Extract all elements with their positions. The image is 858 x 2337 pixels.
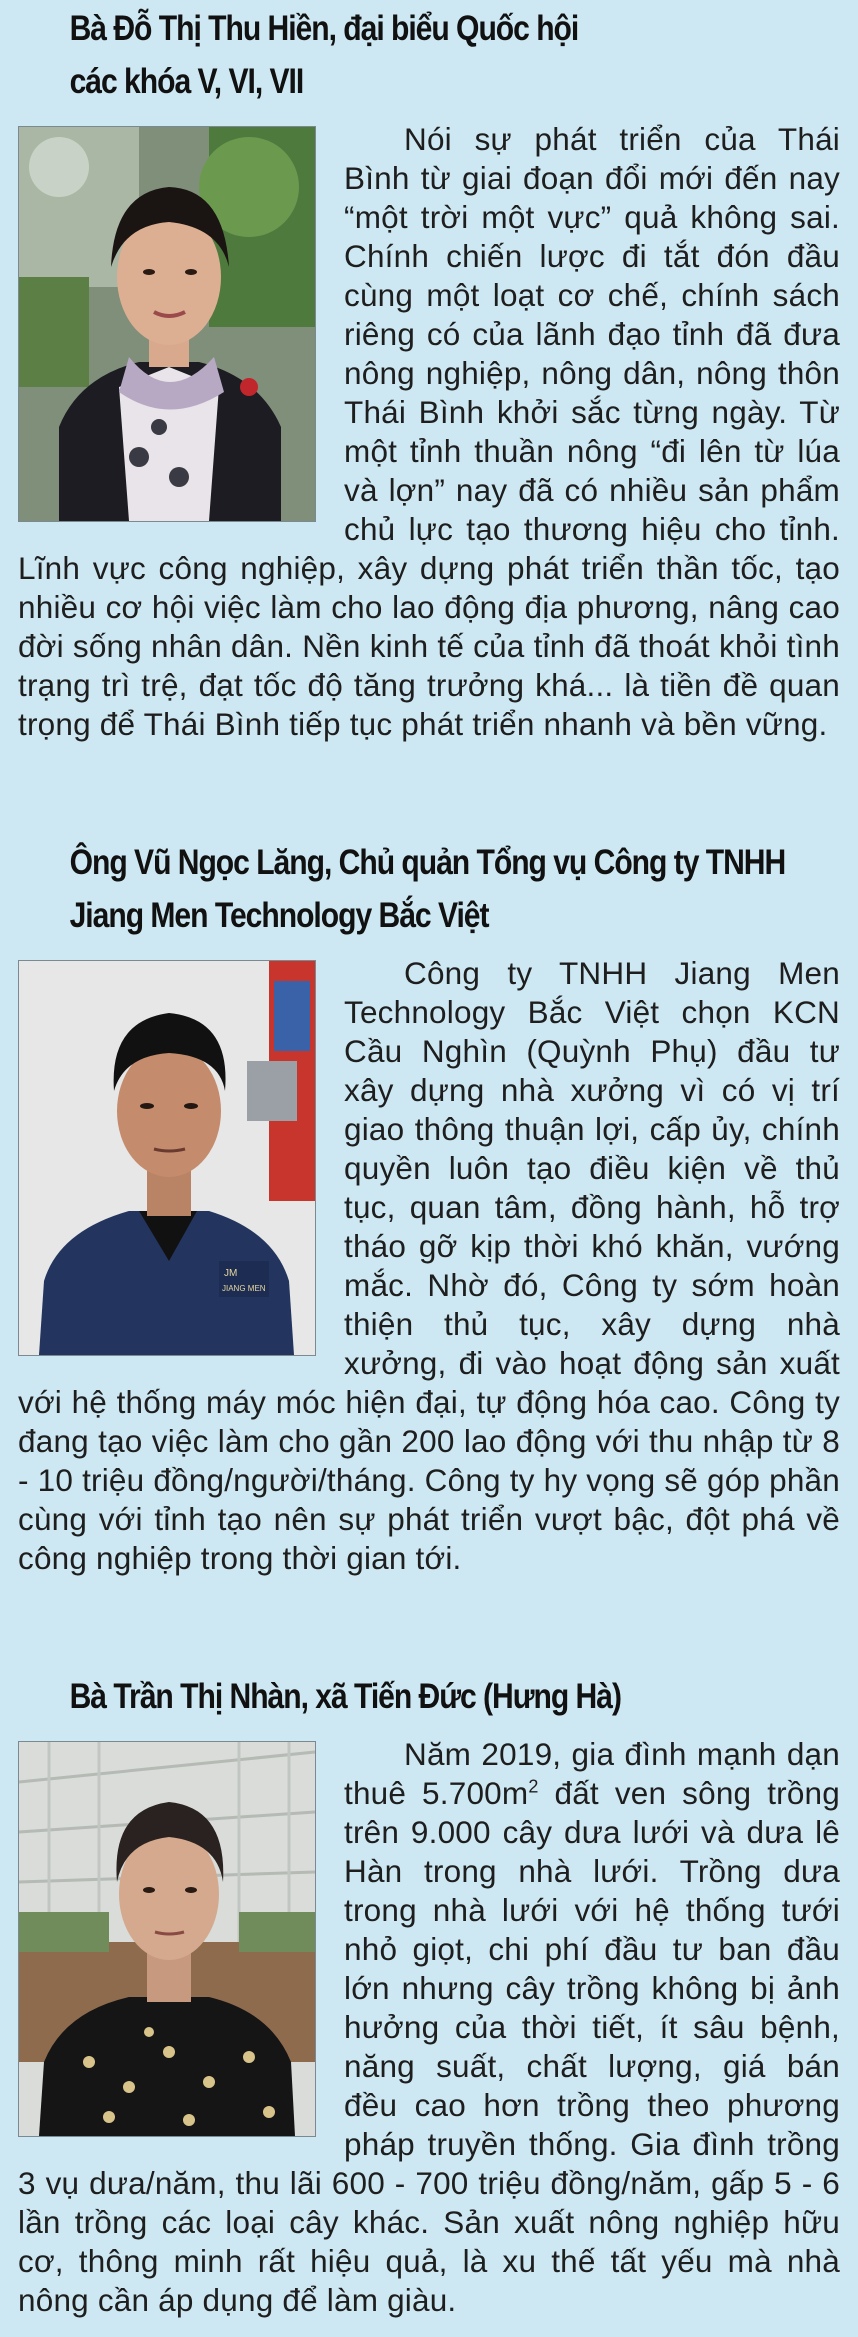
body-text-before-sup: Năm 2019, gia đình mạnh dạn thuê 5.700m bbox=[344, 1736, 840, 1811]
heading-line-2: Jiang Men Technology Bắc Việt bbox=[69, 896, 489, 935]
section-heading bbox=[18, 2, 844, 108]
quote-section-hien bbox=[18, 2, 840, 744]
quote-section-nhan bbox=[18, 1670, 840, 2320]
portrait-woman-scarf bbox=[19, 127, 315, 521]
quote-section-lang bbox=[18, 836, 840, 1578]
portrait-photo-nhan bbox=[18, 1741, 316, 2137]
section-heading bbox=[18, 836, 844, 942]
shirt-logo-text: JIANG MEN bbox=[222, 1284, 266, 1293]
body-text-after-sup: đất ven sông trồng trên 9.000 cây dưa lưới và dưa lê Hàn trong nhà lưới. Trồng dưa trong nhà lưới với hệ thống tưới nhỏ giọt, chi phí đầu tư ban đầu lớn nhưng cây trồng không bị ảnh hưởng của thời tiết, ít sâu bệnh, năng suất, chất lượng, giá bán đều cao hơn trồng theo phương pháp truyền thống. Gia đình trồng 3 vụ dưa/năm, thu lãi 600 - 700 triệu đồng/năm, gấp 5 - 6 lần trồng các loại cây khác. Sản xuất nông nghiệp hữu cơ, thông minh rất hiệu quả, là xu thế tất yếu mà nhà nông cần áp dụng để làm giàu. bbox=[18, 1775, 840, 2318]
body-text: Công ty TNHH Jiang Men Technology Bắc Việt chọn KCN Cầu Nghìn (Quỳnh Phụ) đầu tư xây dựng nhà xưởng vì có vị trí giao thông thuận lợi, cấp ủy, chính quyền luôn tạo điều kiện về thủ tục, quan tâm, đồng hành, hỗ trợ tháo gỡ kịp thời khó khăn, vướng mắc. Nhờ đó, Công ty sớm hoàn thiện thủ tục, xây dựng nhà xưởng, đi vào hoạt động sản xuất với hệ thống máy móc hiện đại, tự động hóa cao. Công ty đang tạo việc làm cho gần 200 lao động với thu nhập từ 8 - 10 triệu đồng/người/tháng. Công ty hy vọng sẽ góp phần cùng với tỉnh tạo nên sự phát triển vượt bậc, đột phá về công nghiệp trong thời gian tới. bbox=[18, 955, 840, 1576]
body-text: Nói sự phát triển của Thái Bình từ giai đoạn đổi mới đến nay “một trời một vực” quả không sai. Chính chiến lược đi tắt đón đầu cùng một loạt cơ chế, chính sách riêng có của lãnh đạo tỉnh đã đưa nông nghiệp, nông dân, nông thôn Thái Bình khởi sắc từng ngày. Từ một tỉnh thuần nông “đi lên từ lúa và lợn” nay đã có nhiều sản phẩm chủ lực tạo thương hiệu cho tỉnh. Lĩnh vực công nghiệp, xây dựng phát triển thần tốc, tạo nhiều cơ hội việc làm cho lao động địa phương, nâng cao đời sống nhân dân. Nền kinh tế của tỉnh đã thoát khỏi tình trạng trì trệ, đạt tốc độ tăng trưởng khá... là tiền đề quan trọng để Thái Bình tiếp tục phát triển nhanh và bền vững. bbox=[18, 121, 840, 742]
heading-line-1: Ông Vũ Ngọc Lăng, Chủ quản Tổng vụ Công ty TNHH bbox=[69, 843, 786, 882]
heading-line-1: Bà Đỗ Thị Thu Hiền, đại biểu Quốc hội bbox=[69, 9, 579, 48]
heading-line-1: Bà Trần Thị Nhàn, xã Tiến Đức (Hưng Hà) bbox=[69, 1677, 621, 1716]
heading-line-2: các khóa V, VI, VII bbox=[69, 62, 304, 101]
superscript-two: 2 bbox=[528, 1776, 539, 1797]
section-heading bbox=[18, 1670, 844, 1723]
portrait-woman-greenhouse bbox=[19, 1742, 315, 2136]
portrait-photo-hien bbox=[18, 126, 316, 522]
portrait-photo-lang bbox=[18, 960, 316, 1356]
svg-text:JM: JM bbox=[224, 1268, 238, 1279]
portrait-man-uniform bbox=[19, 961, 315, 1355]
